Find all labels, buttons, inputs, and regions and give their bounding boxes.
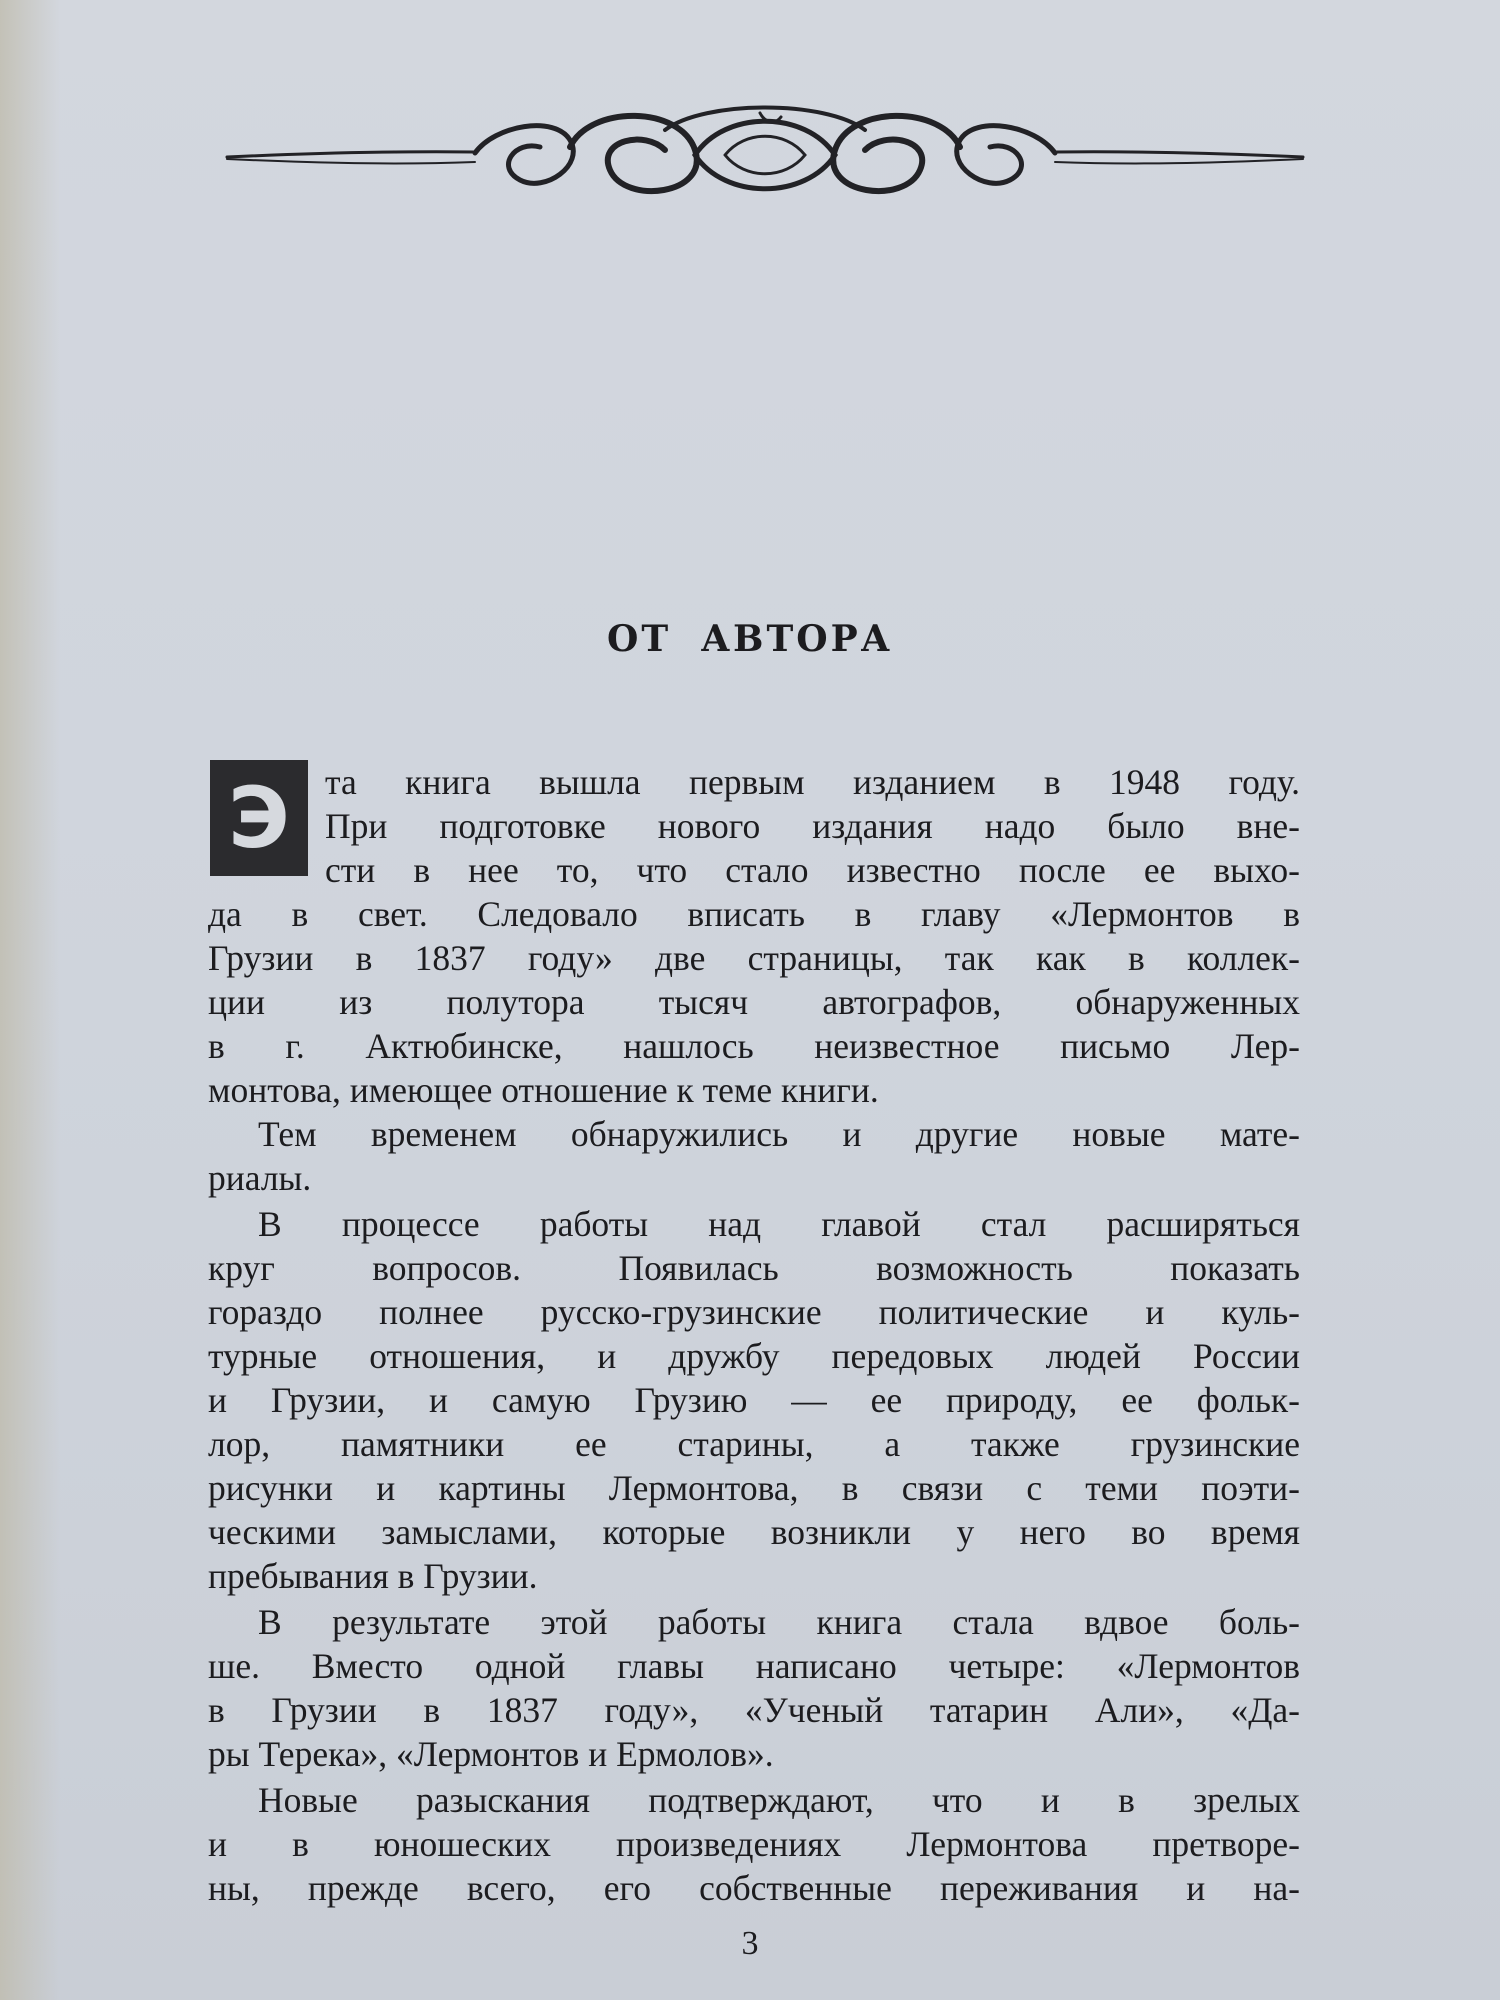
text-line: пребывания в Грузии.: [208, 1556, 538, 1596]
text-line: Тем временем обнаружились и другие новые мате-: [258, 1114, 1300, 1154]
text-line: ции из полутора тысяч автографов, обнаруженных: [208, 982, 1300, 1022]
page-edge: [0, 0, 60, 2000]
text-line: ческими замыслами, которые возникли у него во время: [208, 1512, 1300, 1552]
text-line: да в свет. Следовало вписать в главу «Лермонтов в: [208, 894, 1300, 934]
text-line: гораздо полнее русско-грузинские политические и куль-: [208, 1292, 1300, 1332]
text-line: та книга вышла первым изданием в 1948 году.: [325, 762, 1300, 802]
text-line: ше. Вместо одной главы написано четыре: «Лермонтов: [208, 1646, 1300, 1686]
text-line: рисунки и картины Лермонтова, в связи с теми поэти-: [208, 1468, 1300, 1508]
text-line: Новые разыскания подтверждают, что и в зрелых: [258, 1780, 1300, 1820]
text-line: и в юношеских произведениях Лермонтова претворе-: [208, 1824, 1300, 1864]
text-line: ны, прежде всего, его собственные переживания и на-: [208, 1868, 1300, 1908]
text-line: ры Терека», «Лермонтов и Ермолов».: [208, 1734, 774, 1774]
text-line: При подготовке нового издания надо было вне-: [325, 806, 1300, 846]
text-line: риалы.: [208, 1158, 312, 1198]
drop-cap-letter: Э: [210, 760, 308, 876]
text-line: турные отношения, и дружбу передовых людей России: [208, 1336, 1300, 1376]
text-line: Грузии в 1837 году» две страницы, так как в коллек-: [208, 938, 1300, 978]
chapter-heading: ОТ АВТОРА: [607, 618, 893, 660]
text-line: и Грузии, и самую Грузию — ее природу, ее фольк-: [208, 1380, 1300, 1420]
text-line: сти в нее то, что стало известно после ее выхо-: [325, 850, 1300, 890]
page-number: 3: [741, 1925, 759, 1962]
text-line: в г. Актюбинске, нашлось неизвестное письмо Лер-: [208, 1026, 1300, 1066]
text-line: монтова, имеющее отношение к теме книги.: [208, 1070, 879, 1110]
text-line: в Грузии в 1837 году», «Ученый татарин Али», «Да-: [208, 1690, 1300, 1730]
decorative-ornament: [225, 95, 1305, 215]
text-line: лор, памятники ее старины, а также грузинские: [208, 1424, 1300, 1464]
text-line: В результате этой работы книга стала вдвое боль-: [258, 1602, 1300, 1642]
text-line: В процессе работы над главой стал расширяться: [258, 1204, 1300, 1244]
text-line: круг вопросов. Появилась возможность показать: [208, 1248, 1300, 1288]
